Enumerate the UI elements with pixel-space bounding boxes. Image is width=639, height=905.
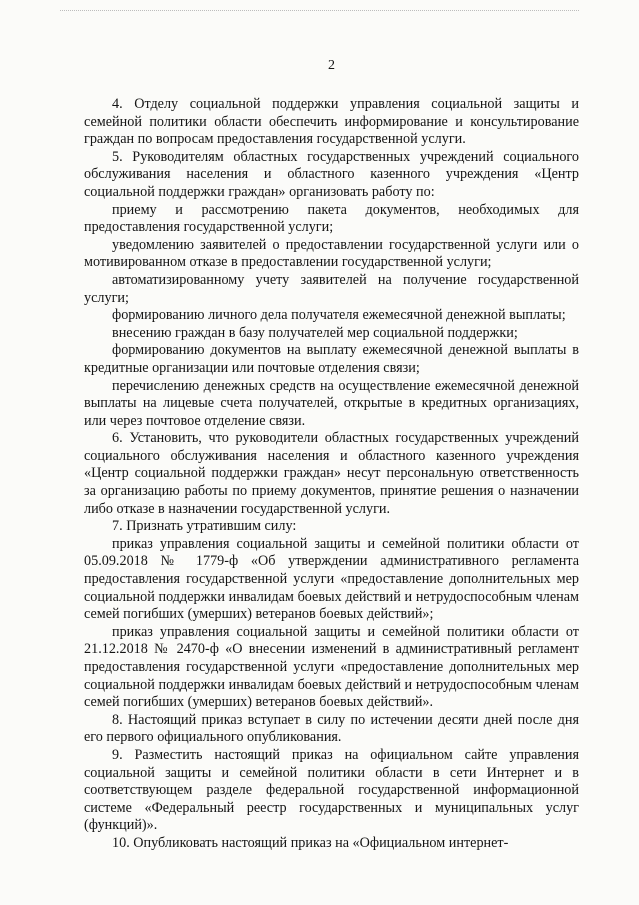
paragraph-5-item-5: внесению граждан в базу получателей мер социальной поддержки;	[112, 324, 518, 341]
scan-edge-line	[60, 10, 579, 11]
paragraph-5-item-2: уведомлению заявителей о предоставлении государственной услуги или о мотивированном отказе в предоставлении государственной услуги;	[84, 236, 579, 271]
paragraph-6: 6. Установить, что руководители областных государственных учреждений социального обслуживания населения и областного казенного учреждения «Центр социальной поддержки граждан» несут персональную ответственность за организацию работы по приему документов, принятие решения о назначении либо отказе в назначении государственной услуги.	[84, 430, 579, 517]
page-number: 2	[328, 58, 335, 73]
paragraph-5-item-4: формированию личного дела получателя ежемесячной денежной выплаты;	[112, 307, 566, 324]
paragraph-7-item-2: приказ управления социальной защиты и семейной политики области от 21.12.2018 № 2470-ф «О внесении изменений в административный регламент предоставления государственной услуги «предоставление дополнительных мер социальной поддержки инвалидам боевых действий и нетрудоспособным членам семей погибших (умерших) ветеранов боевых действий».	[84, 623, 579, 711]
document-body	[84, 96, 579, 853]
paragraph-8: 8. Настоящий приказ вступает в силу по истечении десяти дней после дня его первого официального опубликования.	[84, 711, 579, 746]
paragraph-5: 5. Руководителям областных государственных учреждений социального обслуживания населения и областного казенного учреждения «Центр социальной поддержки граждан» организовать работу по:	[84, 148, 579, 200]
paragraph-9: 9. Разместить настоящий приказ на официальном сайте управления социальной защиты и семейной политики области в сети Интернет и в соответствующем разделе федеральной государственной информационной системе «Федеральный реестр государственных и муниципальных услуг (функций)».	[84, 746, 579, 834]
paragraph-5-item-3: автоматизированному учету заявителей на получение государственной услуги;	[84, 271, 579, 306]
paragraph-7-item-1: приказ управления социальной защиты и семейной политики области от 05.09.2018 № 1779-ф «Об утверждении административного регламента предоставления государственной услуги «предоставление дополнительных мер социальной поддержки инвалидам боевых действий и нетрудоспособным членам семей погибших (умерших) ветеранов боевых действий»;	[84, 535, 579, 623]
paragraph-10: 10. Опубликовать настоящий приказ на «Официальном интернет-	[112, 834, 509, 851]
paragraph-5-item-6: формированию документов на выплату ежемесячной денежной выплаты в кредитные организации или почтовые отделения связи;	[84, 342, 579, 376]
paragraph-5-item-7: перечислению денежных средств на осуществление ежемесячной денежной выплаты на лицевые счета получателей, открытые в кредитных организациях, или через почтовое отделение связи.	[84, 377, 579, 429]
paragraph-5-item-1: приему и рассмотрению пакета документов, необходимых для предоставления государственной услуги;	[84, 201, 579, 236]
paragraph-4: 4. Отделу социальной поддержки управления социальной защиты и семейной политики области обеспечить информирование и консультирование граждан по вопросам предоставления государственной услуги.	[84, 96, 579, 148]
paragraph-7: 7. Признать утратившим силу:	[112, 518, 297, 535]
